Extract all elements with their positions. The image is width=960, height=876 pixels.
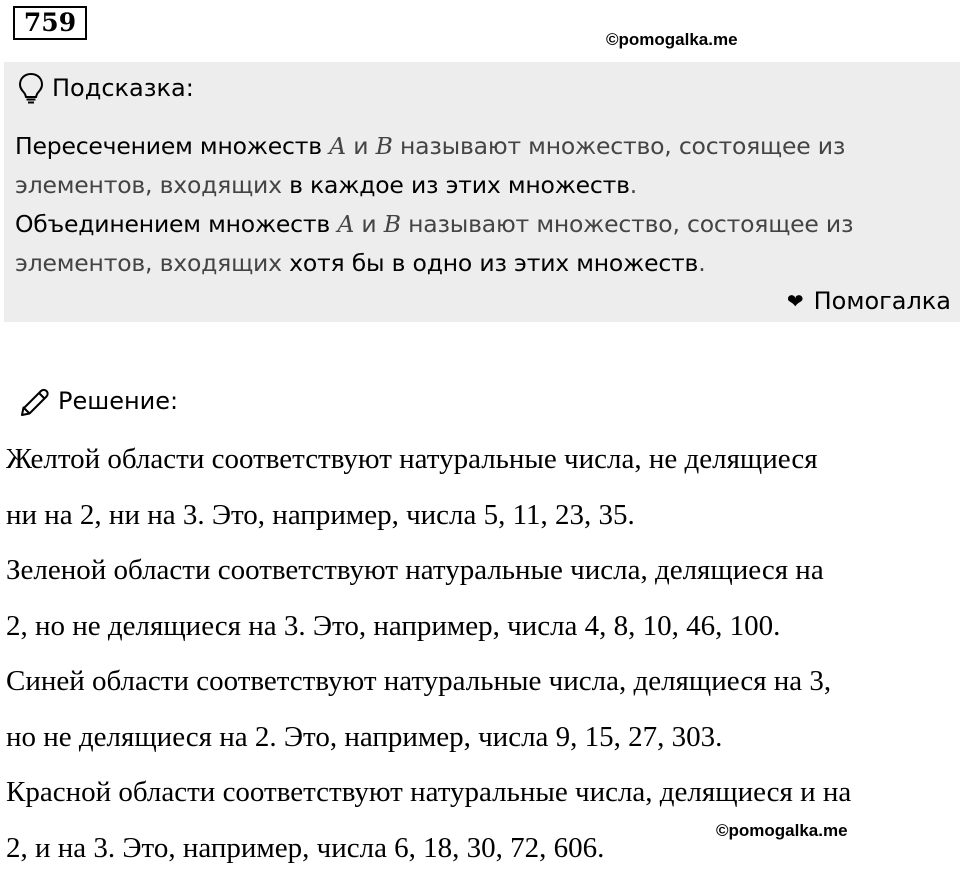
solution-line: Зеленой области соответствуют натуральные числа, делящиеся на [6,543,956,599]
solution-title: Решение: [58,385,178,417]
hint-header [18,72,194,104]
hint-line-2-start: элементов, входящих [15,171,282,199]
hint-line-2-end: . [630,171,637,199]
hint-line-4 [15,244,955,283]
watermark-bottom: ©pomogalka.me [716,821,848,841]
heart-icon: ❤ [787,285,804,317]
set-b: B [376,132,393,160]
solution-header [18,384,178,418]
hint-line-3 [15,205,955,244]
set-a: A [337,210,354,238]
lightbulb-icon [18,72,44,104]
solution-line: Красной области соответствуют натуральные числа, делящиеся и на [6,765,956,821]
hint-line-1-rest: называют множество, состоящее из [400,132,845,160]
signature-text: Помогалка [814,285,951,317]
term-intersection: Пересечением множеств [15,132,322,160]
hint-line-3-rest: называют множество, состоящее из [408,210,853,238]
union-def: хотя бы в одно из этих множеств [289,249,698,277]
hint-line-1 [15,127,955,166]
set-b: B [384,210,401,238]
hint-signature [787,285,951,317]
solution-line: 2, но не делящиеся на 3. Это, например, числа 4, 8, 10, 46, 100. [6,599,956,655]
hint-line-4-end: . [698,249,705,277]
conj-and: и [353,132,368,160]
conj-and: и [361,210,376,238]
task-number: 759 [13,6,87,40]
hint-line-4-start: элементов, входящих [15,249,282,277]
hint-text [15,127,955,283]
hint-panel [4,62,960,322]
intersection-def: в каждое из этих множеств [289,171,630,199]
watermark-top: ©pomogalka.me [606,30,738,50]
solution-line: Синей области соответствуют натуральные числа, делящиеся на 3, [6,654,956,710]
term-union: Объединением множеств [15,210,330,238]
solution-line: ни на 2, ни на 3. Это, например, числа 5, 11, 23, 35. [6,488,956,544]
hint-title: Подсказка: [52,72,194,104]
solution-text [6,432,956,876]
hint-line-2 [15,166,955,205]
solution-line: но не делящиеся на 2. Это, например, числа 9, 15, 27, 303. [6,710,956,766]
solution-line: Желтой области соответствуют натуральные числа, не делящиеся [6,432,956,488]
set-a: A [329,132,346,160]
pencil-icon [18,384,52,418]
solution-line: 2, и на 3. Это, например, числа 6, 18, 30, 72, 606. [6,821,956,876]
